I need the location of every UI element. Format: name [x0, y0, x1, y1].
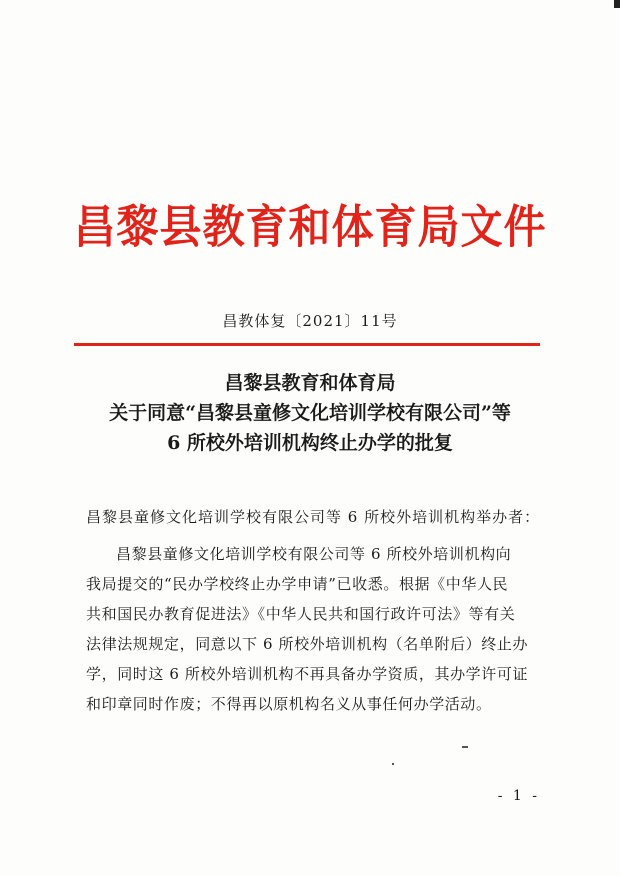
body-line: 共和国民办教育促进法》《中华人民共和国行政许可法》等有关 — [86, 605, 516, 623]
document-heading — [0, 368, 620, 458]
red-separator-line — [74, 343, 540, 346]
body-line: 法律法规规定，同意以下 6 所校外培训机构（名单附后）终止办 — [86, 635, 529, 653]
document-number: 昌教体复〔2021〕11号 — [222, 312, 398, 330]
document-red-header-title: 昌黎县教育和体育局文件 — [73, 200, 547, 254]
body-line: 学，同时这 6 所校外培训机构不再具备办学资质，其办学许可证 — [86, 665, 529, 683]
heading-line-1: 昌黎县教育和体育局 — [224, 372, 396, 394]
heading-line-2: 关于同意“昌黎县童修文化培训学校有限公司”等 — [109, 402, 511, 424]
scan-edge-mark — [614, 0, 620, 8]
addressee-line: 昌黎县童修文化培训学校有限公司等 6 所校外培训机构举办者： — [86, 508, 541, 526]
body-line: 我局提交的“民办学校终止办学申请”已收悉。根据《中华人民 — [86, 575, 509, 593]
heading-line-3: 6 所校外培训机构终止办学的批复 — [167, 432, 453, 454]
body-line: 和印章同时作废；不得再以原机构名义从事任何办学活动。 — [86, 695, 492, 713]
scan-speck — [392, 763, 394, 765]
body-paragraph — [86, 539, 528, 719]
body-line: 昌黎县童修文化培训学校有限公司等 6 所校外培训机构向 — [116, 545, 512, 563]
scan-speck — [462, 746, 468, 748]
page-number: - 1 - — [497, 788, 540, 804]
